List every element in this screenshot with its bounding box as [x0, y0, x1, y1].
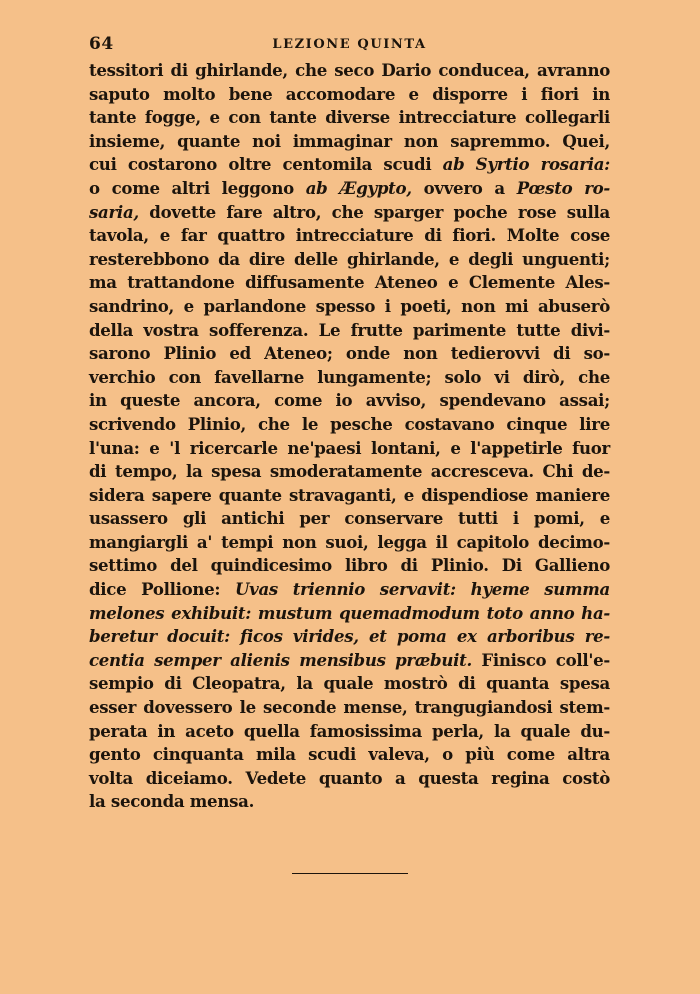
text-segment: sidera sapere quante stravaganti, e dispendiose maniere — [89, 484, 610, 505]
text-segment: sandrino, e parlandone spesso i poeti, non mi abuserò — [89, 295, 610, 316]
text-segment: perata in aceto quella famosissima perla, la quale du- — [89, 720, 610, 741]
italic-text-segment: ab Ægypto, — [305, 177, 412, 198]
text-line — [89, 767, 610, 791]
end-rule — [292, 873, 408, 874]
text-segment: dovette fare altro, che sparger poche rose sulla — [138, 201, 610, 222]
text-line — [89, 224, 610, 248]
text-segment: verchio con favellarne lungamente; solo vi dirò, che — [89, 366, 610, 387]
text-segment: Finisco coll'e- — [471, 649, 610, 670]
text-segment: di tempo, la spesa smoderatamente accresceva. Chi de- — [89, 461, 610, 482]
text-line — [89, 696, 610, 720]
text-line — [89, 743, 610, 767]
text-segment: tavola, e far quattro intrecciature di fiori. Molte cose — [89, 225, 610, 246]
text-segment: dice Pollione: — [89, 579, 235, 600]
text-line — [89, 342, 610, 366]
italic-text-segment: saria, — [89, 201, 139, 222]
text-segment: usassero gli antichi per conservare tutti i pomi, e — [89, 508, 610, 529]
text-segment: tante fogge, e con tante diverse intrecciature collegarli — [89, 107, 610, 128]
text-line — [89, 389, 610, 413]
text-segment: cui costarono oltre centomila scudi — [89, 154, 443, 175]
text-line — [89, 437, 610, 461]
text-segment: gento cinquanta mila scudi valeva, o più come altra — [89, 744, 610, 765]
italic-text-segment: melones exhibuit: mustum quemadmodum toto anno ha- — [89, 602, 610, 623]
text-line — [89, 790, 610, 814]
text-line — [89, 672, 610, 696]
text-line — [89, 153, 610, 177]
text-line — [89, 413, 610, 437]
text-line — [89, 295, 610, 319]
text-segment: tessitori di ghirlande, che seco Dario conducea, avranno — [89, 60, 610, 80]
italic-text-segment: centia semper alienis mensibus præbuit. — [89, 649, 472, 670]
italic-text-segment: ab Syrtio rosaria: — [442, 154, 610, 175]
text-line — [89, 366, 610, 390]
italic-text-segment: Pœsto ro- — [516, 177, 611, 198]
text-segment: ma trattandone diffusamente Ateneo e Clemente Ales- — [89, 272, 610, 293]
text-segment: insieme, quante noi immaginar non sapremmo. Quei, — [89, 130, 610, 151]
text-segment: mangiargli a' tempi non suoi, legga il capitolo decimo- — [89, 531, 610, 552]
text-line — [89, 720, 610, 744]
text-line — [89, 177, 610, 201]
running-title: LEZIONE QUINTA — [272, 37, 427, 52]
text-line — [89, 625, 610, 649]
text-line — [89, 602, 610, 626]
text-segment: ovvero a — [411, 177, 517, 198]
text-line — [89, 59, 610, 83]
text-segment: settimo del quindicesimo libro di Plinio. Di Gallieno — [89, 555, 610, 576]
text-line — [89, 130, 610, 154]
italic-text-segment: beretur docuit: ficos virides, et poma ex arboribus re- — [89, 626, 610, 647]
text-line — [89, 460, 610, 484]
text-segment: sempio di Cleopatra, la quale mostrò di quanta spesa — [89, 673, 610, 694]
text-line — [89, 554, 610, 578]
text-segment: l'una: e 'l ricercarle ne'paesi lontani, e l'appetirle fuor — [89, 437, 610, 458]
text-segment: scrivendo Plinio, che le pesche costavano cinque lire — [89, 413, 610, 434]
text-line — [89, 248, 610, 272]
text-segment: saputo molto bene accomodare e disporre i fiori in — [89, 83, 610, 104]
text-line — [89, 271, 610, 295]
italic-text-segment: Uvas triennio servavit: hyeme summa — [234, 579, 610, 600]
text-line — [89, 531, 610, 555]
text-line — [89, 106, 610, 130]
text-segment: esser dovessero le seconde mense, trangugiandosi stem- — [89, 697, 610, 718]
page-header — [89, 34, 610, 58]
text-segment: o come altri leggono — [89, 177, 306, 198]
text-line — [89, 83, 610, 107]
text-line — [89, 201, 610, 225]
text-segment: della vostra sofferenza. Le frutte parimente tutte divi- — [89, 319, 610, 340]
body-text — [89, 59, 610, 814]
page-number: 64 — [89, 34, 114, 54]
text-line — [89, 649, 610, 673]
text-segment: in queste ancora, come io avviso, spendevano assai; — [89, 390, 610, 411]
text-segment: volta diceiamo. Vedete quanto a questa regina costò — [89, 767, 610, 788]
text-line — [89, 507, 610, 531]
text-segment: la seconda mensa. — [89, 791, 255, 812]
text-line — [89, 319, 610, 343]
text-segment: resterebbono da dire delle ghirlande, e degli unguenti; — [89, 248, 610, 269]
text-segment: sarono Plinio ed Ateneo; onde non tedierovvi di so- — [89, 343, 610, 364]
text-line — [89, 484, 610, 508]
text-line — [89, 578, 610, 602]
